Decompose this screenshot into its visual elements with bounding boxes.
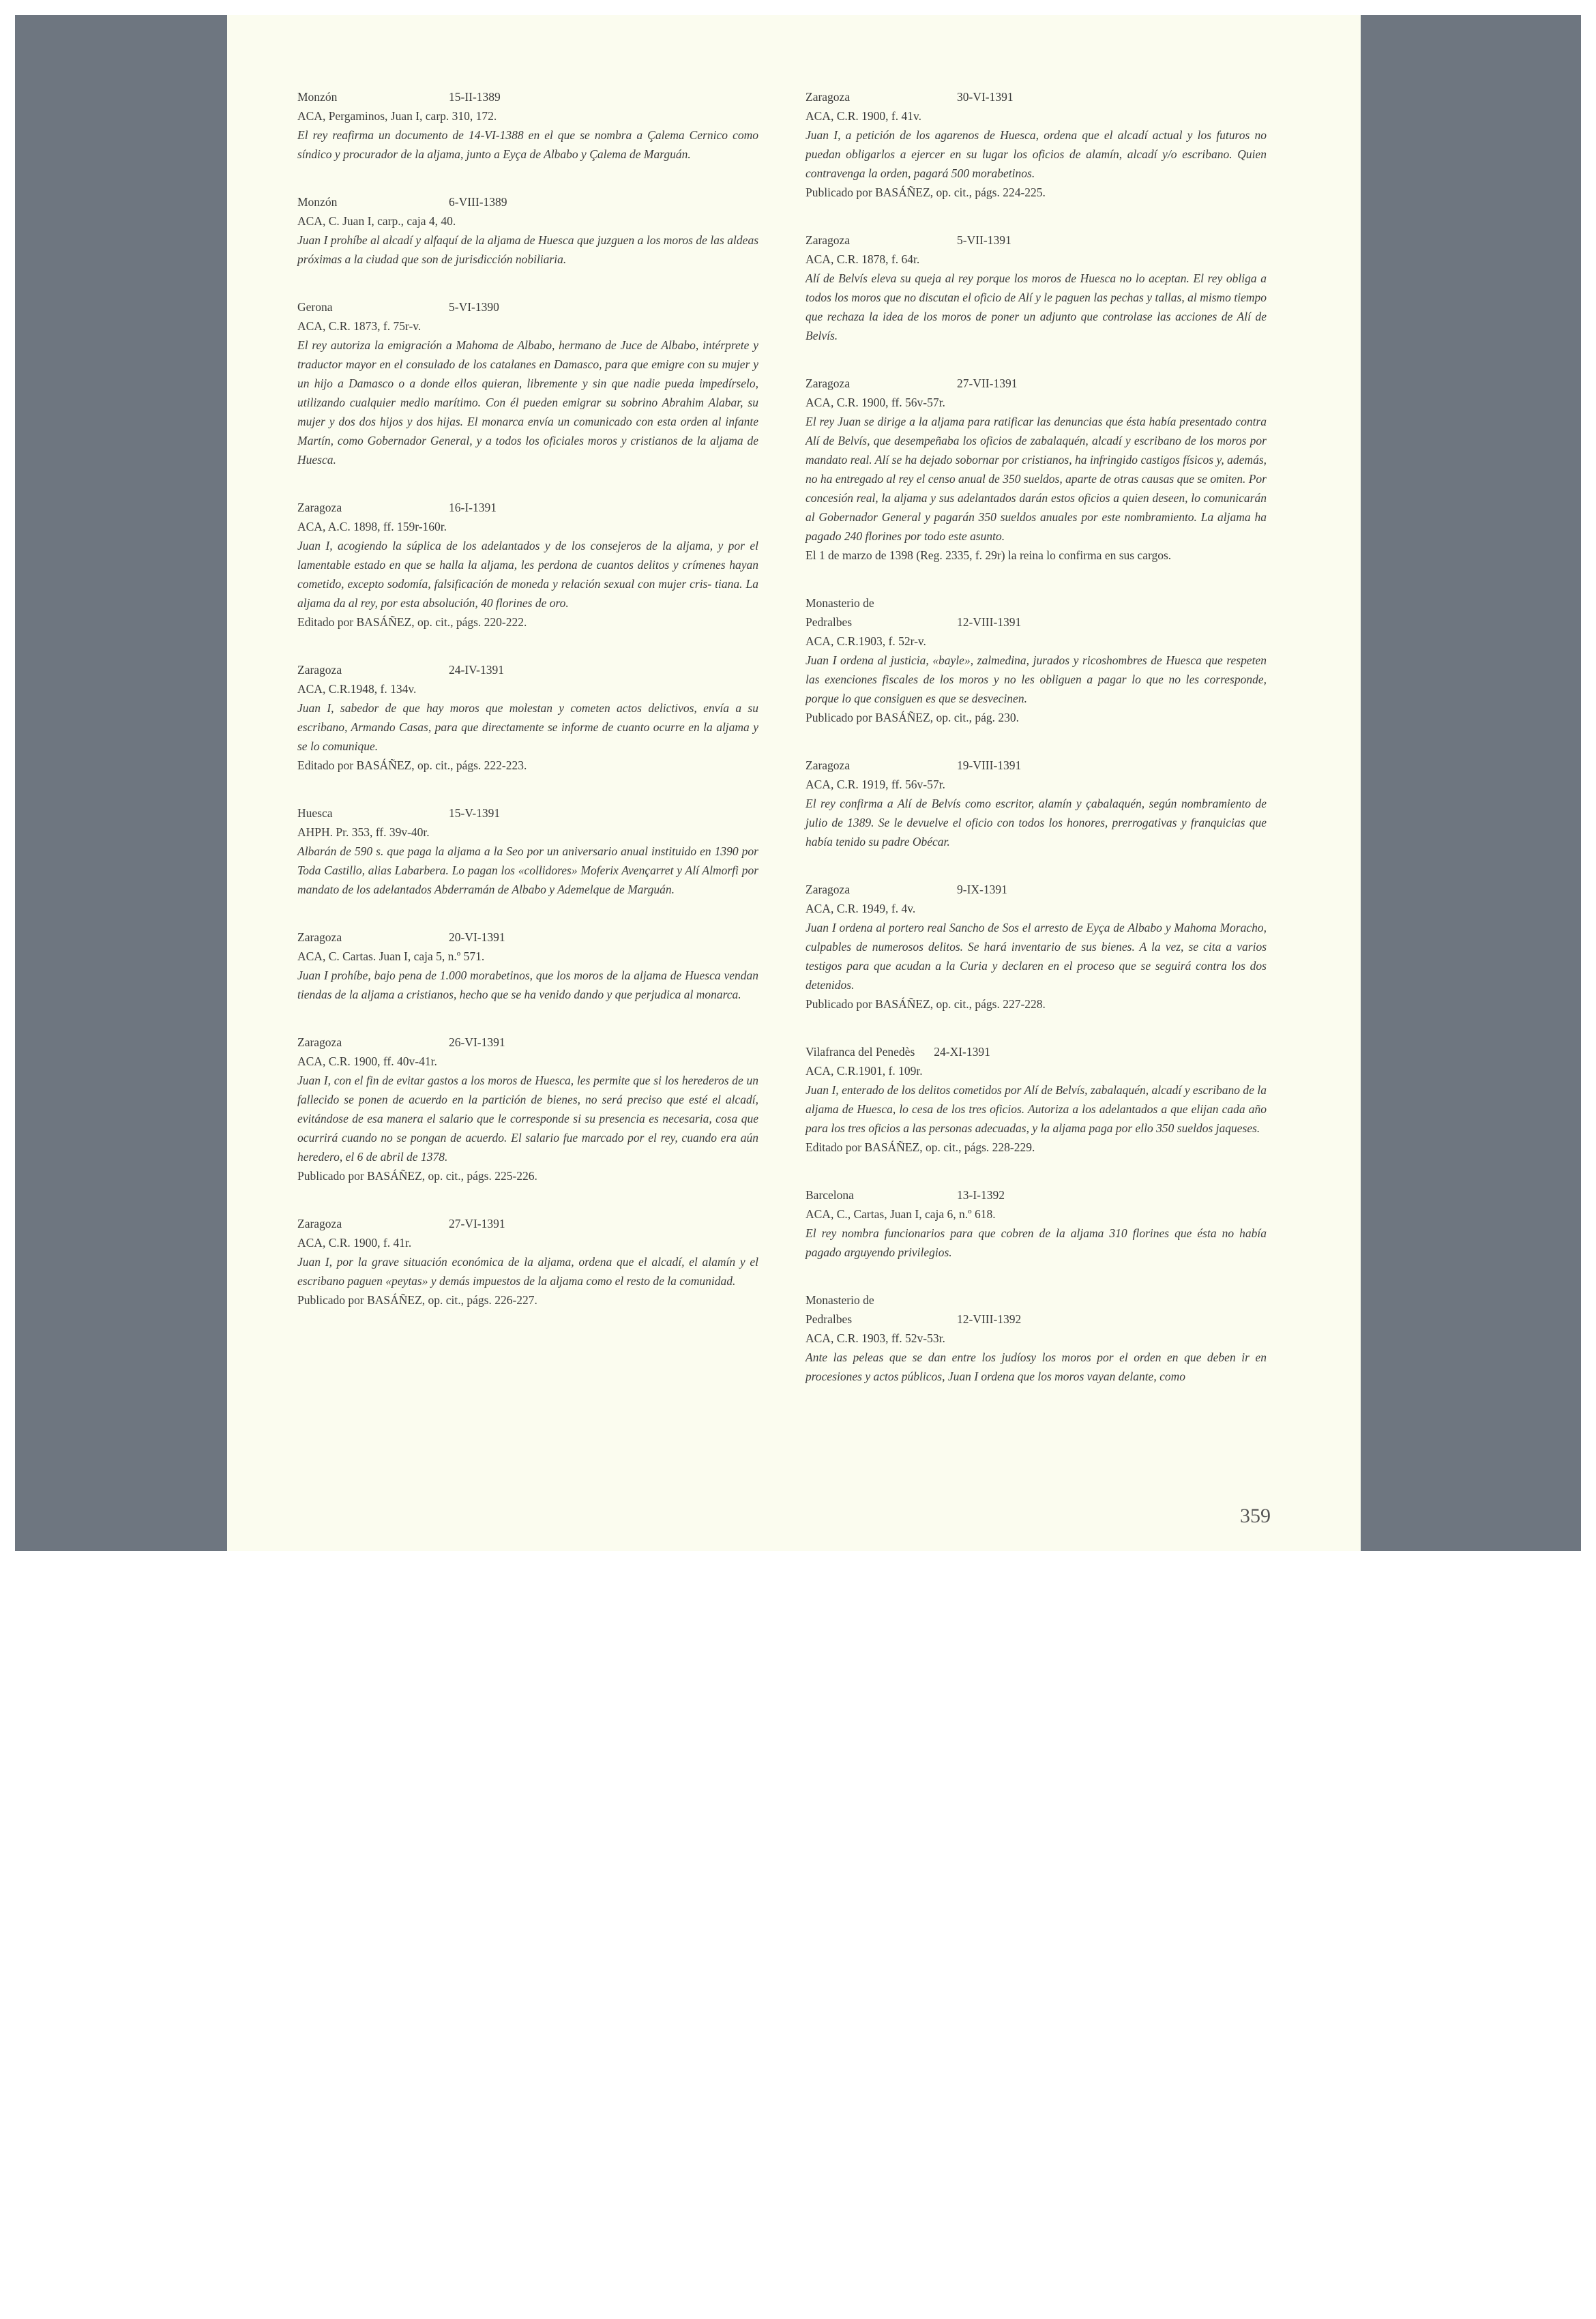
register-entry: [297, 192, 758, 269]
page-number: 359: [1240, 1505, 1271, 1527]
register-entry: [297, 803, 758, 899]
entry-archive-reference: ACA, C.R. 1919, ff. 56v-57r.: [806, 778, 945, 791]
entry-archive-reference: ACA, C. Cartas. Juan I, caja 5, n.º 571.: [297, 949, 485, 963]
entry-note: Publicado por BASÁÑEZ, op. cit., págs. 226-227.: [297, 1293, 537, 1307]
register-entry: [297, 87, 758, 164]
entry-summary: Juan I ordena al portero real Sancho de Sos el arresto de Eyça de Albabo y Mahoma Moracho, culpables de numerosos delitos. Se hará inventario de sus bienes. A la vez, se cita a varios testigos para que acudan a la Curia y declaren en el proceso que se seguirá contra los dos detenidos.: [806, 921, 1267, 992]
entry-archive-reference: ACA, A.C. 1898, ff. 159r-160r.: [297, 520, 447, 533]
entry-place: Vilafranca del Penedès: [806, 1045, 915, 1059]
entry-heading: [806, 1185, 1267, 1205]
register-entry: [806, 1185, 1267, 1262]
entry-date: 27-VI-1391: [449, 1217, 505, 1230]
entry-summary: Juan I prohíbe, bajo pena de 1.000 morabetinos, que los moros de la aljama de Huesca vendan tiendas de la aljama a cristianos, hecho que se ha venido dando y que perjudica al monarca.: [297, 969, 758, 1001]
entry-date: 5-VII-1391: [957, 233, 1011, 247]
entry-date: 24-XI-1391: [934, 1045, 990, 1059]
entry-archive-reference: ACA, C.R.1903, f. 52r-v.: [806, 634, 926, 648]
entry-place: Zaragoza: [297, 663, 342, 677]
entry-place: Gerona: [297, 300, 333, 314]
entry-summary: Juan I, con el fin de evitar gastos a los moros de Huesca, les permite que si los herederos de un fallecido se ponen de acuerdo en la partición de bienes, no será preciso que esté el alcadí, evitándose de esa manera el salario que le corresponde si su presencia es necesaria, cosa que ocurrirá cuando no se pongan de acuerdo. El salario fue marcado por el rey, cuando era aún heredero, el 6 de abril de 1378.: [297, 1074, 758, 1164]
entry-date: 13-I-1392: [957, 1188, 1005, 1202]
entry-heading: [297, 192, 758, 211]
entry-archive-reference: ACA, C.R.1901, f. 109r.: [806, 1064, 923, 1078]
entry-archive-reference: ACA, C., Cartas, Juan I, caja 6, n.º 618.: [806, 1207, 996, 1221]
register-entry: [806, 231, 1267, 345]
register-entry: [806, 87, 1267, 202]
entry-heading: [297, 1033, 758, 1052]
entry-date: 5-VI-1390: [449, 300, 499, 314]
entry-place: Zaragoza: [297, 1217, 342, 1230]
entry-date: 27-VII-1391: [957, 376, 1018, 390]
entry-archive-reference: ACA, C.R. 1900, f. 41r.: [297, 1236, 412, 1250]
left-column: [297, 87, 758, 1338]
register-entry: [806, 756, 1267, 851]
entry-heading: [297, 660, 758, 679]
entry-place-line: Monasterio de: [806, 1293, 874, 1307]
entry-date: 15-V-1391: [449, 806, 501, 820]
entry-heading: [297, 87, 758, 106]
entry-archive-reference: ACA, Pergaminos, Juan I, carp. 310, 172.: [297, 109, 497, 123]
entry-heading: [806, 756, 1267, 775]
entry-date: 19-VIII-1391: [957, 758, 1022, 772]
entry-archive-reference: ACA, C.R. 1878, f. 64r.: [806, 252, 920, 266]
entry-summary: Juan I, a petición de los agarenos de Huesca, ordena que el alcadí actual y los futuros no puedan obligarlos a ejercer en su lugar los oficios de alamín, alcadí y/o escribano. Quien contravenga la orden, pagará 500 morabetinos.: [806, 128, 1267, 180]
entry-summary: El rey reafirma un documento de 14-VI-1388 en el que se nombra a Çalema Cernico como síndico y procurador de la aljama, junto a Eyça de Albabo y Çalema de Marguán.: [297, 128, 758, 161]
entry-note: Publicado por BASÁÑEZ, op. cit., págs. 227-228.: [806, 997, 1046, 1011]
entry-heading: [297, 928, 758, 947]
register-entry: [806, 1042, 1267, 1157]
entry-place: Monzón: [297, 195, 338, 209]
entry-archive-reference: ACA, C. Juan I, carp., caja 4, 40.: [297, 214, 456, 228]
entry-note: Editado por BASÁÑEZ, op. cit., págs. 220-222.: [297, 615, 527, 629]
entry-summary: Juan I, por la grave situación económica de la aljama, ordena que el alcadí, el alamín y el escribano paguen «peytas» y demás impuestos de la aljama como el resto de la comunidad.: [297, 1255, 758, 1288]
entry-summary: Juan I ordena al justicia, «bayle», zalmedina, jurados y ricoshombres de Huesca que respeten las exenciones fiscales de los moros y no les obliguen a pagar lo que no les corresponde, porque lo que consiguen es que se desvecinen.: [806, 653, 1267, 705]
entry-heading: [806, 1310, 1267, 1329]
register-entry: [806, 1290, 1267, 1386]
entry-heading: [297, 1214, 758, 1233]
entry-date: 30-VI-1391: [957, 90, 1014, 104]
entry-date: 12-VIII-1392: [957, 1312, 1022, 1326]
entry-note: Publicado por BASÁÑEZ, op. cit., pág. 230.: [806, 711, 1020, 724]
entry-place: Zaragoza: [806, 376, 851, 390]
entry-heading: [806, 612, 1267, 632]
entry-place: Zaragoza: [297, 1035, 342, 1049]
register-entry: [297, 297, 758, 469]
entry-summary: El rey Juan se dirige a la aljama para ratificar las denuncias que ésta había presentado contra Alí de Belvís, que desempeñaba los oficios de zabalaquén, alcadí y escribano de los moros por mandato real. Alí se ha dejado sobornar por cristianos, ha infringido castigos físicos y, además, no ha entregado al rey el censo anual de 350 sueldos, aparte de otras causas que se omiten. Por concesión real, la aljama y sus adelantados darán estos oficios a quien deseen, lo comunicarán al Gobernador General y pagarán 350 sueldos anuales por este nombramiento. La aljama ha pagado 240 florines por todo este asunto.: [806, 415, 1267, 543]
entry-summary: El rey autoriza la emigración a Mahoma de Albabo, hermano de Juce de Albabo, intérprete y traductor mayor en el consulado de los catalanes en Damasco, para que emigre con su mujer y un hijo a Damasco o a donde ellos quieran, libremente y sin que nadie pueda impedírselo, utilizando cualquier medio marítimo. Con él pueden emigrar su sobrino Abrahim Alabar, su mujer y dos dos hijos y dos hijas. El monarca envía un comunicado con esta orden al infante Martín, como Gobernador General, y a todos los oficiales moros y cristianos de la aljama de Huesca.: [297, 338, 758, 467]
entry-summary: Juan I prohíbe al alcadí y alfaquí de la aljama de Huesca que juzguen a los moros de las aldeas próximas a la ciudad que son de jurisdicción nobiliaria.: [297, 233, 758, 266]
register-entry: [297, 660, 758, 775]
entry-place-line: Monasterio de: [806, 596, 874, 610]
entry-archive-reference: ACA, C.R. 1900, f. 41v.: [806, 109, 921, 123]
register-entry: [297, 1214, 758, 1310]
entry-date: 16-I-1391: [449, 501, 497, 514]
entry-date: 15-II-1389: [449, 90, 501, 104]
register-entry: [806, 593, 1267, 727]
entry-place: Zaragoza: [297, 930, 342, 944]
entry-date: 12-VIII-1391: [957, 615, 1022, 629]
entry-heading: [297, 803, 758, 823]
register-entry: [297, 1033, 758, 1185]
entry-place: Zaragoza: [297, 501, 342, 514]
entry-archive-reference: ACA, C.R.1948, f. 134v.: [297, 682, 417, 696]
register-entry: [297, 928, 758, 1004]
entry-note: Publicado por BASÁÑEZ, op. cit., págs. 225-226.: [297, 1169, 537, 1183]
entry-place: Zaragoza: [806, 233, 851, 247]
entry-summary: Juan I, acogiendo la súplica de los adelantados y de los consejeros de la aljama, y por el lamentable estado en que se halla la aljama, les perdona de cuantos delitos y crímenes hayan cometido, excepto sodomía, falsificación de moneda y relación sexual con mujer cris- tiana. La aljama da al rey, por esta absolución, 40 florines de oro.: [297, 539, 758, 610]
entry-archive-reference: ACA, C.R. 1900, ff. 56v-57r.: [806, 396, 945, 409]
entry-archive-reference: AHPH. Pr. 353, ff. 39v-40r.: [297, 825, 430, 839]
entry-archive-reference: ACA, C.R. 1873, f. 75r-v.: [297, 319, 422, 333]
entry-date: 6-VIII-1389: [449, 195, 507, 209]
register-entry: [806, 880, 1267, 1014]
entry-place: Zaragoza: [806, 90, 851, 104]
entry-date: 9-IX-1391: [957, 883, 1007, 896]
right-column: [806, 87, 1267, 1415]
entry-summary: Juan I, enterado de los delitos cometidos por Alí de Belvís, zabalaquén, alcadí y escribano de la aljama de Huesca, lo cesa de los tres oficios. Autoriza a los adelantados a que elijan cada año para los tres oficios a las personas adecuadas, y la aljama paga por ello 350 sueldos jaqueses.: [806, 1083, 1267, 1135]
entry-archive-reference: ACA, C.R. 1903, ff. 52v-53r.: [806, 1331, 945, 1345]
entry-note: Publicado por BASÁÑEZ, op. cit., págs. 224-225.: [806, 186, 1046, 199]
entry-summary: Juan I, sabedor de que hay moros que molestan y cometen actos delictivos, envía a su escribano, Armando Casas, para que directamente se informe de cuanto ocurre en la aljama y se lo comunique.: [297, 701, 758, 753]
entry-place: Barcelona: [806, 1188, 854, 1202]
register-entry: [806, 374, 1267, 565]
entry-heading: [806, 1042, 1267, 1061]
entry-place: Monzón: [297, 90, 338, 104]
entry-place: Zaragoza: [806, 758, 851, 772]
entry-date: 24-IV-1391: [449, 663, 505, 677]
register-entry: [297, 498, 758, 632]
entry-summary: El rey confirma a Alí de Belvís como escritor, alamín y çabalaquén, según nombramiento de julio de 1389. Se le devuelve el oficio con todos los honores, prerrogativas y franquicias que había tenido su padre Obécar.: [806, 797, 1267, 848]
entry-place: Huesca: [297, 806, 333, 820]
entry-heading: [806, 374, 1267, 393]
entry-heading: [806, 880, 1267, 899]
entry-summary: El rey nombra funcionarios para que cobren de la aljama 310 florines que ésta no había pagado arguyendo privilegios.: [806, 1226, 1267, 1259]
entry-archive-reference: ACA, C.R. 1900, ff. 40v-41r.: [297, 1054, 437, 1068]
entry-summary: Ante las peleas que se dan entre los judíosy los moros por el orden en que deben ir en procesiones y actos públicos, Juan I ordena que los moros vayan delante, como: [806, 1350, 1267, 1383]
entry-place: Pedralbes: [806, 615, 853, 629]
entry-place: Zaragoza: [806, 883, 851, 896]
entry-date: 26-VI-1391: [449, 1035, 505, 1049]
entry-heading: [806, 87, 1267, 106]
entry-heading: [297, 297, 758, 316]
entry-place: Pedralbes: [806, 1312, 853, 1326]
entry-heading: [806, 231, 1267, 250]
entry-summary: Albarán de 590 s. que paga la aljama a la Seo por un aniversario anual instituido en 1390 por Toda Castillo, alias Labarbera. Lo pagan los «collidores» Moferix Avençarret y Alí Almorfi por mandato de los adelantados Abderramán de Albabo y Ademelque de Marguán.: [297, 844, 758, 896]
entry-note: Editado por BASÁÑEZ, op. cit., págs. 222-223.: [297, 758, 527, 772]
entry-date: 20-VI-1391: [449, 930, 505, 944]
entry-note: Editado por BASÁÑEZ, op. cit., págs. 228-229.: [806, 1140, 1035, 1154]
entry-note: El 1 de marzo de 1398 (Reg. 2335, f. 29r) la reina lo confirma en sus cargos.: [806, 548, 1172, 562]
entry-heading: [297, 498, 758, 517]
entry-archive-reference: ACA, C.R. 1949, f. 4v.: [806, 902, 916, 915]
entry-summary: Alí de Belvís eleva su queja al rey porque los moros de Huesca no lo aceptan. El rey obliga a todos los moros que no discutan el oficio de Alí y le paguen las pechas y tallas, al mismo tiempo que rechaza la idea de los moros de poner un adjunto que controlase las acciones de Alí de Belvís.: [806, 271, 1267, 342]
